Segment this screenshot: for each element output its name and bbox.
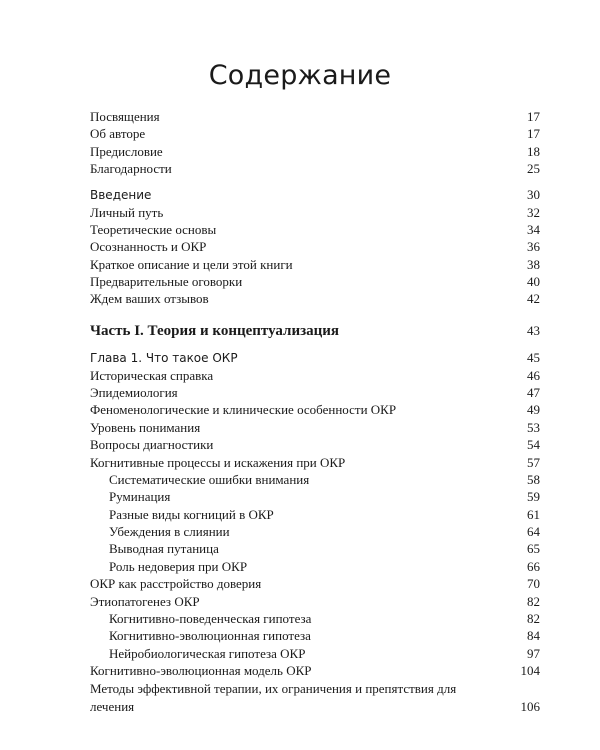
- toc-entry-page: 46: [527, 368, 540, 383]
- toc-entry-title: Феноменологические и клинические особенности ОКР: [90, 402, 397, 417]
- toc-entry-page: 61: [527, 507, 540, 522]
- toc-entry: [90, 321, 540, 341]
- toc-entry-page: 64: [527, 524, 540, 539]
- toc-entry-page: 82: [527, 611, 540, 626]
- toc-entry: [90, 238, 540, 256]
- toc-entry-page: 18: [527, 144, 540, 159]
- toc-entry-title: Ждем ваших отзывов: [90, 291, 209, 306]
- toc-entry-page: 104: [520, 663, 540, 678]
- toc-entry: [90, 401, 540, 419]
- toc-entry-page: 82: [527, 594, 540, 609]
- toc-entry: [90, 160, 540, 178]
- toc-entry-title: Роль недоверия при ОКР: [109, 559, 248, 574]
- toc-entry-title: Предварительные оговорки: [90, 274, 243, 289]
- toc-entry-title: Руминация: [109, 489, 171, 504]
- toc-entry-page: 17: [527, 109, 540, 124]
- toc-entry-title: Нейробиологическая гипотеза ОКР: [109, 646, 306, 661]
- toc-entry: [90, 349, 540, 367]
- toc-entry-page: 25: [527, 161, 540, 176]
- toc-entry: [90, 627, 540, 645]
- toc-entry-page: 47: [527, 385, 540, 400]
- toc-entry: [90, 662, 540, 680]
- page-title: Содержание: [208, 60, 392, 91]
- toc-entry-page: 36: [527, 239, 540, 254]
- toc-entry-page: 34: [527, 222, 540, 237]
- toc-entry: [90, 125, 540, 143]
- toc-entry-title: Убеждения в слиянии: [109, 524, 230, 539]
- toc-entry-page: 32: [527, 205, 540, 220]
- toc-entry-title: Посвящения: [90, 109, 160, 124]
- toc-entry-page: 43: [527, 323, 540, 338]
- toc-entry-title: Эпидемиология: [90, 385, 178, 400]
- toc-entry: [90, 419, 540, 437]
- toc-entry-title: Краткое описание и цели этой книги: [90, 257, 293, 272]
- toc-entry-title: Историческая справка: [90, 368, 214, 383]
- toc-entry-title: Вопросы диагностики: [90, 437, 214, 452]
- toc-entry: [90, 290, 540, 308]
- toc-entry-title: Когнитивные процессы и искажения при ОКР: [90, 455, 346, 470]
- toc-entry: [90, 593, 540, 611]
- toc-entry-page: 84: [527, 628, 540, 643]
- toc-entry-title: Об авторе: [90, 126, 146, 141]
- toc-entry: [90, 221, 540, 239]
- toc-entry-title: Когнитивно-эволюционная гипотеза: [109, 628, 311, 643]
- toc-entry-page: 30: [527, 187, 540, 202]
- toc-entry: [90, 680, 540, 716]
- toc-entry-title: Глава 1. Что такое ОКР: [90, 351, 238, 365]
- toc-entry-page: 53: [527, 420, 540, 435]
- toc-entry-title: Методы эффективной терапии, их ограничения и препятствия для лечения: [90, 681, 457, 714]
- toc-entry-page: 65: [527, 541, 540, 556]
- toc-entry: [90, 454, 540, 472]
- toc-entry-page: 106: [520, 699, 540, 714]
- toc-entry: [90, 256, 540, 274]
- toc-entry-page: 54: [527, 437, 540, 452]
- toc-entry-title: Когнитивно-поведенческая гипотеза: [109, 611, 312, 626]
- toc-entry-page: 58: [527, 472, 540, 487]
- toc-entry-page: 70: [527, 576, 540, 591]
- toc-entry-title: Часть I. Теория и концептуализация: [90, 323, 340, 339]
- toc-entry-title: Этиопатогенез ОКР: [90, 594, 200, 609]
- toc-entry: [90, 143, 540, 161]
- toc-entry: [90, 471, 540, 489]
- toc-entry-title: Систематические ошибки внимания: [109, 472, 310, 487]
- toc-entry: [90, 436, 540, 454]
- toc-entry-title: Разные виды когниций в ОКР: [109, 507, 274, 522]
- toc-entry: [90, 523, 540, 541]
- toc-entry: [90, 506, 540, 524]
- toc-entry: [90, 610, 540, 628]
- toc-entry: [90, 540, 540, 558]
- toc-entry-title: ОКР как расстройство доверия: [90, 576, 262, 591]
- toc-entry: [90, 367, 540, 385]
- toc-entry-page: 42: [527, 291, 540, 306]
- toc-entry: [90, 645, 540, 663]
- toc-entry: [90, 558, 540, 576]
- toc-entry-page: 59: [527, 489, 540, 504]
- toc-entry-title: Уровень понимания: [90, 420, 201, 435]
- toc-entry-title: Введение: [90, 188, 152, 202]
- toc-entry-title: Благодарности: [90, 161, 172, 176]
- toc-entry-page: 45: [527, 350, 540, 365]
- toc-entry: [90, 575, 540, 593]
- toc-entry-page: 57: [527, 455, 540, 470]
- toc-entry-page: 38: [527, 257, 540, 272]
- toc-entry-page: 49: [527, 402, 540, 417]
- toc-entry-page: 97: [527, 646, 540, 661]
- toc-entry-title: Теоретические основы: [90, 222, 217, 237]
- toc-entry: [90, 384, 540, 402]
- toc-entry-title: Осознанность и ОКР: [90, 239, 207, 254]
- toc-entry-page: 66: [527, 559, 540, 574]
- toc-entry-title: Выводная путаница: [109, 541, 219, 556]
- toc-entry-title: Когнитивно-эволюционная модель ОКР: [90, 663, 312, 678]
- toc-entry: [90, 108, 540, 126]
- toc-entry: [90, 186, 540, 204]
- toc-entry: [90, 488, 540, 506]
- toc-entry-page: 17: [527, 126, 540, 141]
- toc-entry-page: 40: [527, 274, 540, 289]
- toc-entry-title: Предисловие: [90, 144, 163, 159]
- toc-entry: [90, 204, 540, 222]
- toc-entry: [90, 273, 540, 291]
- toc-entry-title: Личный путь: [90, 205, 164, 220]
